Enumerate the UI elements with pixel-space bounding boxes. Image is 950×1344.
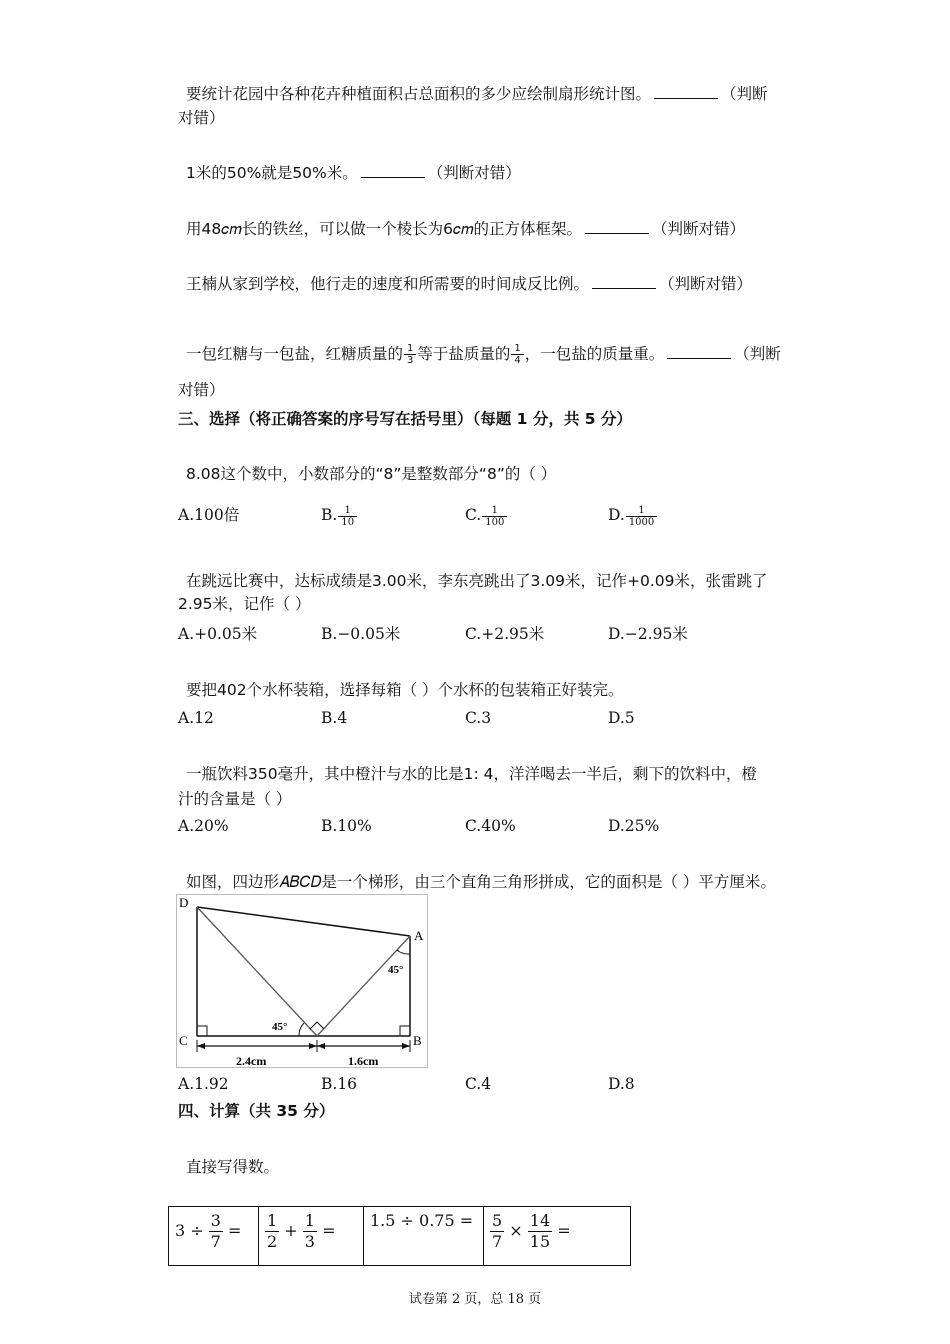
option-c[interactable]: C.4	[465, 1075, 492, 1093]
option-d[interactable]: D.8	[608, 1075, 635, 1093]
mc-question-4-cont: 汁的含量是（ ）	[178, 790, 292, 808]
calc-cell-2[interactable]: $\frac{1}{2}$ + $\frac{1}{3}$ =	[259, 1207, 364, 1266]
calc-cell-4[interactable]: $\frac{5}{7}$ × $\frac{14}{15}$ =	[484, 1207, 631, 1266]
option-d[interactable]: D. $\frac{1}{1000}$	[608, 504, 658, 528]
option-a[interactable]: A.12	[178, 709, 214, 727]
page-footer: 试卷第 2 页，总 18 页	[408, 1292, 542, 1307]
calc-question-1: 直接写得数。	[186, 1158, 280, 1176]
answer-blank[interactable]	[585, 219, 649, 234]
calc-cell-1[interactable]: 3 ÷ $\frac{3}{7}$ =	[169, 1207, 259, 1266]
length-label-2: 1.6cm	[348, 1054, 379, 1068]
tf-question-1: 要统计花园中各种花卉种植面积占总面积的多少应绘制扇形统计图。 （判断	[186, 85, 768, 103]
angle-label-2: 45°	[388, 964, 404, 976]
fraction: $\frac{1}{3}$	[404, 343, 416, 366]
mc-question-5: 如图，四边形𝐴𝐵𝐶𝐷是一个梯形，由三个直角三角形拼成，它的面积是（ ）平方厘米。	[186, 873, 776, 891]
option-c[interactable]: C. $\frac{1}{100}$	[465, 504, 508, 528]
answer-blank[interactable]	[361, 163, 425, 178]
tf-question-4: 王楠从家到学校，他行走的速度和所需要的时间成反比例。 （判断对错）	[186, 275, 753, 293]
length-label-1: 2.4cm	[236, 1054, 267, 1068]
answer-blank[interactable]	[667, 344, 731, 359]
option-b[interactable]: B. $\frac{1}{10}$	[321, 504, 358, 528]
answer-blank[interactable]	[654, 84, 718, 99]
section-3-title: 三、选择（将正确答案的序号写在括号里）（每题 1 分，共 5 分）	[178, 410, 632, 428]
label-a: A	[414, 928, 424, 943]
mc-question-3: 要把402个水杯装箱，选择每箱（ ）个水杯的包装箱正好装完。	[186, 681, 624, 699]
tf-question-5-cont: 对错）	[178, 381, 225, 399]
option-d[interactable]: D.−2.95米	[608, 625, 688, 643]
option-c[interactable]: C.40%	[465, 817, 516, 835]
calc-cell-3[interactable]: 1.5 ÷ 0.75 =	[364, 1207, 484, 1266]
fraction: $\frac{1}{4}$	[511, 343, 523, 366]
trapezoid-figure	[176, 894, 428, 1068]
angle-label-1: 45°	[272, 1021, 288, 1033]
option-c[interactable]: C.3	[465, 709, 492, 727]
mc-question-2: 在跳远比赛中，达标成绩是3.00米，李东亮跳出了3.09米，记作+0.09米，张雷跳了	[186, 572, 768, 590]
option-d[interactable]: D.5	[608, 709, 635, 727]
label-d: D	[179, 895, 189, 910]
option-a[interactable]: A.+0.05米	[178, 625, 258, 643]
section-4-title: 四、计算（共 35 分）	[178, 1102, 335, 1120]
label-b: B	[413, 1033, 422, 1048]
option-b[interactable]: B.4	[321, 709, 348, 727]
option-a[interactable]: A.100倍	[178, 506, 240, 524]
option-a[interactable]: A.20%	[178, 817, 229, 835]
label-c: C	[179, 1033, 188, 1048]
calc-table	[168, 1206, 631, 1266]
option-b[interactable]: B.10%	[321, 817, 372, 835]
tf-question-5: 一包红糖与一包盐，红糖质量的 $\frac{1}{3}$ 等于盐质量的 $\frac{1}{4}$ ，一包盐的质量重。 （判断	[186, 343, 781, 366]
option-b[interactable]: B.16	[321, 1075, 358, 1093]
mc-question-2-cont: 2.95米，记作（ ）	[178, 595, 311, 613]
answer-blank[interactable]	[592, 274, 656, 289]
tf-question-2: 1米的50%就是50%米。 （判断对错）	[186, 164, 521, 182]
option-d[interactable]: D.25%	[608, 817, 660, 835]
option-c[interactable]: C.+2.95米	[465, 625, 545, 643]
tf-question-3: 用48𝑐𝑚长的铁丝，可以做一个棱长为6𝑐𝑚的正方体框架。 （判断对错）	[186, 220, 745, 238]
mc-question-4: 一瓶饮料350毫升，其中橙汁与水的比是1: 4，洋洋喝去一半后，剩下的饮料中，橙	[186, 765, 757, 783]
option-a[interactable]: A.1.92	[178, 1075, 229, 1093]
mc-question-1: 8.08这个数中，小数部分的“8”是整数部分“8”的（ ）	[186, 465, 557, 483]
option-b[interactable]: B.−0.05米	[321, 625, 401, 643]
tf-question-1-cont: 对错）	[178, 109, 225, 127]
